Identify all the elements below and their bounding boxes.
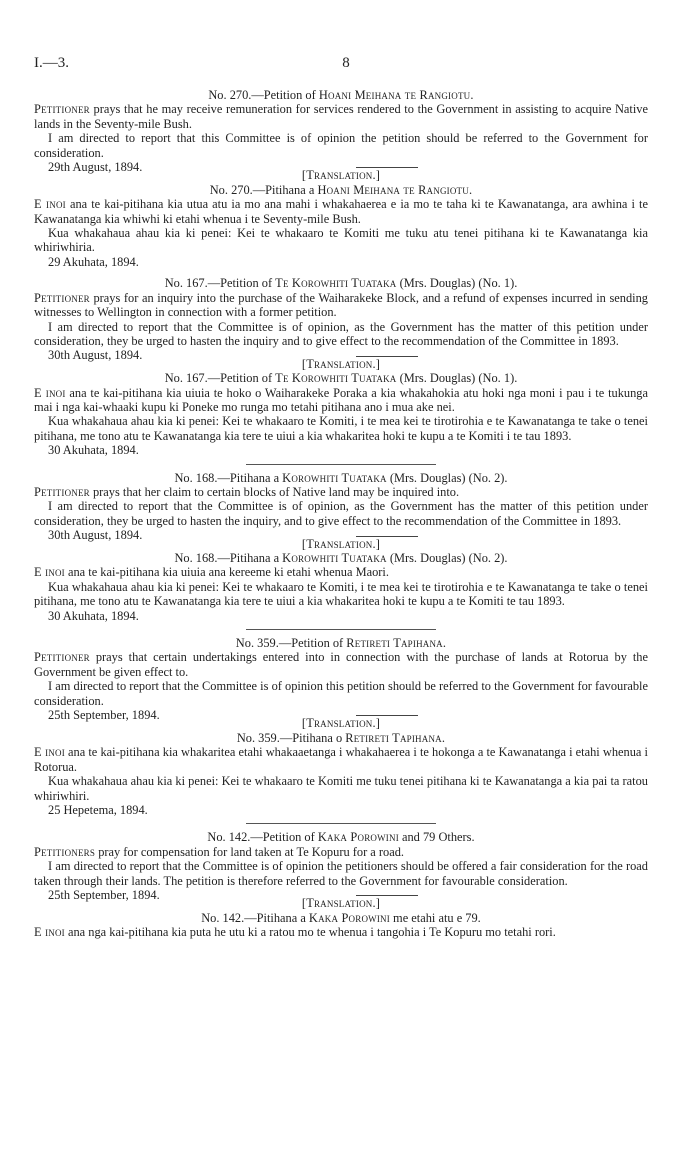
translation-report: Kua whakahaua ahau kia ki penei: Kei te whakaaro te Komiti, i te mea kei te tirotirohia e te Kawanatanga te take o tenei pitihana, me tono atu te Kawanatanga kia tere te uiui a kia whakaritea hoki te kupu a te Komiti te tau 1893. bbox=[34, 579, 648, 609]
translation-prayer: E inoi ana te kai-pitihana kia uiuia ana kereeme ki etahi whenua Maori. bbox=[34, 565, 389, 580]
section-divider bbox=[246, 629, 436, 630]
petition-prayer: Petitioner prays for an inquiry into the purchase of the Waiharakeke Block, and a refund of expenses incurred in sending witnesses to Wellington in connection with a former petition. bbox=[34, 290, 648, 320]
translation-prayer: E inoi ana te kai-pitihana kia utua atu ia mo ana mahi i whakahaerea e ia mo te taha ki te Kawanatanga, ara awhina i te Kawanatanga kia whiwhi ki etahi whenua i te Seventy-mile Bush. bbox=[34, 197, 648, 226]
petition-prayer: Petitioner prays that her claim to certain blocks of Native land may be inquired into. bbox=[34, 484, 460, 499]
petition-prayer: Petitioner prays that he may receive remuneration for services rendered to the Government in assisting to acquire Native lands in the Seventy-mile Bush. bbox=[34, 102, 648, 131]
translation-report: Kua whakahaua ahau kia ki penei: Kei te whakaaro te Komiti me tuku tenei pitihana ki te Kawanatanga a kia pai ta ratou whiriwhiri. bbox=[34, 774, 648, 803]
translation-title: No. 168.—Pitihana a Korowhiti Tuataka (Mrs. Douglas) (No. 2). bbox=[174, 551, 508, 565]
translation-title: No. 359.—Pitihana o Retireti Tapihana. bbox=[236, 730, 446, 745]
series-number: I.—3. bbox=[34, 55, 69, 71]
translation-title: No. 167.—Petition of Te Korowhiti Tuataka (Mrs. Douglas) (No. 1). bbox=[164, 371, 518, 386]
translation-label: [Translation.] bbox=[301, 356, 381, 371]
petition-title: No. 167.—Petition of Te Korowhiti Tuataka (Mrs. Douglas) (No. 1). bbox=[164, 276, 518, 291]
translation-label: [Translation.] bbox=[301, 536, 381, 551]
committee-report: I am directed to report that the Committee is of opinion the petitioners should be offered a fair consideration for the road taken through their lands. The petition is therefore referred to the Government for favourable consideration. bbox=[34, 859, 648, 888]
translation-title: No. 270.—Pitihana a Hoani Meihana te Rangiotu. bbox=[209, 182, 473, 197]
report-date: 25th September, 1894. bbox=[48, 708, 160, 723]
petition-title: No. 359.—Petition of Retireti Tapihana. bbox=[235, 636, 447, 651]
translation-title: No. 142.—Pitihana a Kaka Porowini me etahi atu e 79. bbox=[201, 910, 481, 925]
petition-prayer: Petitioners pray for compensation for land taken at Te Kopuru for a road. bbox=[34, 844, 404, 859]
translation-prayer: E inoi ana nga kai-pitihana kia puta he utu ki a ratou mo te whenua i tangohia i Te Kopuru mo tetahi rori. bbox=[34, 925, 556, 940]
translation-report: Kua whakahaua ahau kia ki penei: Kei te whakaaro te Komiti, i te mea kei te tirotirohia e te Kawanatanga te take o tenei pitihana, me tono atu te Kawanatanga kia tere te uiui a kia whakaritea hoki te kupu a te Komiti i te tau 1893. bbox=[34, 414, 648, 443]
committee-report: I am directed to report that the Committee is of opinion this petition should be referred to the Government for favourable consideration. bbox=[34, 679, 648, 708]
translation-date: 30 Akuhata, 1894. bbox=[48, 443, 139, 458]
page-number: 8 bbox=[342, 55, 350, 71]
petition-title: No. 270.—Petition of Hoani Meihana te Rangiotu. bbox=[208, 88, 474, 102]
translation-label: [Translation.] bbox=[301, 168, 381, 183]
translation-label: [Translation.] bbox=[301, 716, 381, 731]
translation-date: 29 Akuhata, 1894. bbox=[48, 254, 139, 269]
translation-prayer: E inoi ana te kai-pitihana kia uiuia te hoko o Waiharakeke Poraka a kia whakahokia atu hoki nga moni i pau i te tukunga mai i nga kai-whaaki kupu ki Poneke mo runga mo tetahi pitihana ano i mua ake nei. bbox=[34, 385, 648, 414]
translation-date: 25 Hepetema, 1894. bbox=[48, 802, 148, 817]
committee-report: I am directed to report that this Committee is of opinion the petition should be referred to the Government for consideration. bbox=[34, 131, 648, 160]
section-divider bbox=[246, 464, 436, 465]
translation-label: [Translation.] bbox=[301, 896, 381, 911]
section-gap bbox=[34, 269, 648, 276]
committee-report: I am directed to report that the Committee is of opinion, as the Government has the matter of this petition under consideration, they be urged to hasten the inquiry, and to give effect to the recommendation of the Committee in 1893. bbox=[34, 499, 648, 528]
translation-report: Kua whakahaua ahau kia ki penei: Kei te whakaaro te Komiti me tuku atu tenei pitihana ki te Kawanatanga kia whiriwhiria. bbox=[34, 226, 648, 255]
report-date: 30th August, 1894. bbox=[48, 348, 143, 363]
translation-prayer: E inoi ana te kai-pitihana kia whakaritea etahi whakaaetanga i whakahaerea i te hokonga a te Kawanatanga i etahi whenua i Rotorua. bbox=[34, 745, 648, 774]
committee-report: I am directed to report that the Committee is of opinion, as the Government has the matter of this petition under consideration, they be urged to hasten the inquiry and to give effect to the recommendation of the Committee in 1893. bbox=[34, 319, 648, 348]
report-date: 25th September, 1894. bbox=[48, 887, 160, 902]
petition-prayer: Petitioner prays that certain undertakings entered into in connection with the purchase of lands at Rotorua by the Government be given effect to. bbox=[34, 650, 648, 679]
translation-date: 30 Akuhata, 1894. bbox=[48, 608, 139, 623]
petition-title: No. 168.—Pitihana a Korowhiti Tuataka (Mrs. Douglas) (No. 2). bbox=[174, 470, 508, 485]
section-divider bbox=[246, 823, 436, 824]
petition-title: No. 142.—Petition of Kaka Porowini and 79 Others. bbox=[207, 830, 475, 845]
page-number-wrap bbox=[0, 56, 700, 70]
report-date: 29th August, 1894. bbox=[48, 160, 143, 175]
report-date: 30th August, 1894. bbox=[48, 528, 143, 543]
